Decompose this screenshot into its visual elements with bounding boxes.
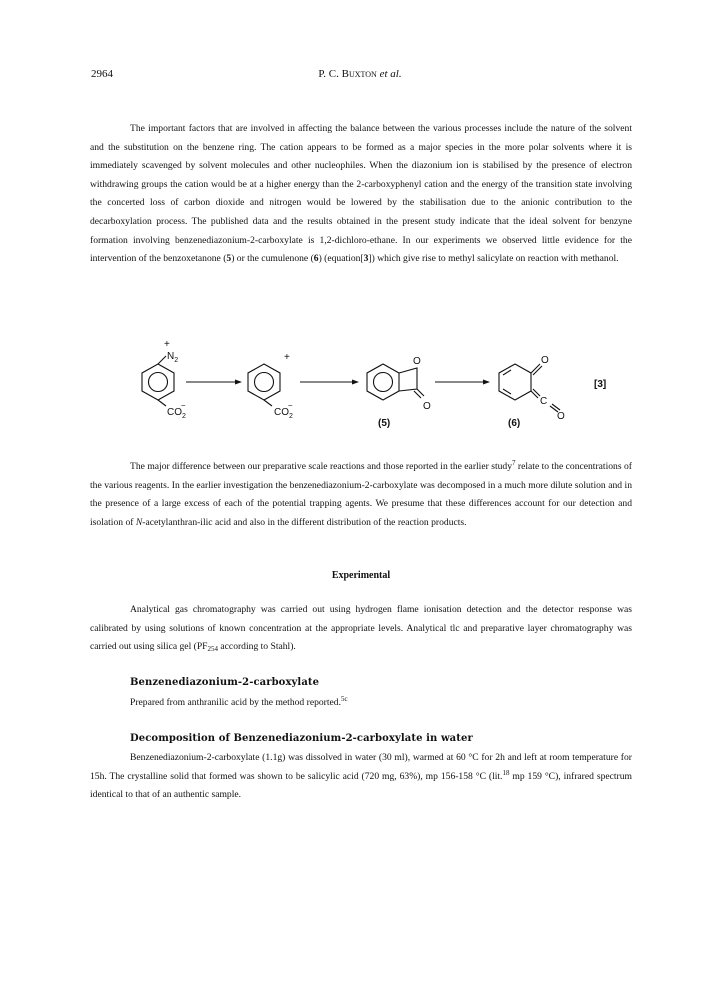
o-atom-carbonyl: O bbox=[423, 401, 431, 412]
c-atom: C bbox=[540, 396, 548, 407]
pf-subscript: 254 bbox=[207, 645, 219, 654]
ref-5: 5 bbox=[226, 253, 232, 265]
scheme-drawing bbox=[90, 338, 632, 428]
equation-label: [3] bbox=[594, 379, 607, 390]
experimental-heading: Experimental bbox=[331, 570, 391, 581]
italic-n: N bbox=[135, 516, 143, 528]
o-atom-ring: O bbox=[413, 356, 421, 367]
ref-7: 7 bbox=[512, 459, 516, 467]
para3-text-b: according to Stahl). bbox=[218, 641, 296, 653]
molecule-benzoxetanone bbox=[367, 364, 424, 400]
plus-sign-1: + bbox=[164, 339, 170, 350]
reaction-scheme bbox=[90, 338, 632, 428]
section-heading-decomposition: Decomposition of Benzenediazonium-2-carboxylate in water bbox=[130, 733, 473, 744]
co2-label-2: $CO_2-$ bbox=[274, 401, 293, 420]
o-atom-cumulene: O bbox=[557, 411, 565, 422]
plus-sign-2: + bbox=[284, 352, 290, 363]
para3-text: Analytical gas chromatography was carried out using hydrogen flame ionisation detection and the detector response was calibrated by using solutions of known concentration at the appropriate levels. Analytical tlc and preparative layer chromatography was carried out using silica gel (PF bbox=[90, 604, 632, 653]
section2-text-b: mp 159 °C), infrared spectrum identical to that of an authentic sample. bbox=[90, 770, 633, 801]
paragraph-2 bbox=[90, 458, 632, 532]
arrow-head-1 bbox=[235, 380, 242, 385]
compound-label-6: (6) bbox=[508, 418, 521, 428]
compound-label-5: (5) bbox=[378, 418, 391, 428]
molecule-cumulenone bbox=[499, 364, 560, 412]
paragraph-1 bbox=[90, 120, 632, 269]
para1-end: ]) which give rise to methyl salicylate on reaction with methanol. bbox=[368, 253, 619, 265]
ref-5c: 5c bbox=[340, 695, 348, 703]
author-initial: P. C. B bbox=[318, 68, 349, 80]
et-al: et al. bbox=[379, 68, 402, 80]
page-header bbox=[0, 68, 720, 84]
ref-eq3: 3 bbox=[363, 253, 369, 265]
running-title bbox=[0, 68, 720, 80]
section2-text: Benzenediazonium-2-carboxylate (1.1g) was dissolved in water (30 ml), warmed at 60 °C for 2h and left at room temperature for 15h. The crystalline solid that formed was shown to be salicylic acid (720 mg, 63%), mp 156-158 °C (lit. bbox=[90, 752, 632, 782]
section-heading-benzenediazonium: Benzenediazonium-2-carboxylate bbox=[130, 677, 320, 688]
para2-text-b: relate to the concentrations of the various reagents. In the earlier investigation the benzenediazonium-2-carboxylate was decomposed in a much more dilute solution and in the presence of a large excess of each of the potential trapping agents. We presume that these differences account for our detection and isolation of bbox=[90, 461, 632, 528]
author-surname: uxton bbox=[348, 68, 377, 80]
molecule-cation bbox=[248, 364, 280, 406]
arrow-head-2 bbox=[352, 380, 359, 385]
section1-body bbox=[90, 694, 632, 713]
n2-label: $N_2$ bbox=[167, 351, 179, 364]
section1-text: Prepared from anthranilic acid by the method reported. bbox=[130, 697, 341, 708]
section2-body bbox=[90, 749, 632, 805]
o-atom-ketone: O bbox=[541, 355, 549, 366]
para1-mid: ) or the cumulenone ( bbox=[231, 253, 314, 265]
paragraph-3 bbox=[90, 601, 632, 657]
ref-6: 6 bbox=[313, 253, 319, 265]
co2-label-1: $CO_2-$ bbox=[167, 401, 186, 420]
para2-text-c: -acetylanthran-ilic acid and also in the different distribution of the reaction products. bbox=[142, 516, 467, 528]
para2-text: The major difference between our preparative scale reactions and those reported in the earlier study bbox=[130, 461, 512, 472]
para1-mid2: ) (equation[ bbox=[318, 253, 364, 265]
molecule-diazonium bbox=[142, 356, 174, 406]
ref-18: 18 bbox=[502, 768, 510, 777]
para1-text: The important factors that are involved in affecting the balance between the various processes include the nature of the solvent and the substitution on the benzene ring. The cation appears to be formed as a major species in the more polar solvents where it is immediately scavenged by solvent molecules and other nucleophiles. When the diazonium ion is stabilised by the presence of electron withdrawing groups the cation would be at a higher energy than the 2-carboxyphenyl cation and the energy of the transition state involving the concerted loss of carbon dioxide and nitrogen would be lowered by the stabilisation due to the anionic contribution to the decarboxylation process. The published data and the results obtained in the present study indicate that the ideal solvent for benzyne formation involving benzenediazonium-2-carboxylate is 1,2-dichloro-ethane. In our experiments we observed little evidence for the intervention of the benzoxetanone ( bbox=[90, 123, 632, 265]
arrow-head-3 bbox=[483, 380, 490, 385]
page-number: 2964 bbox=[91, 68, 113, 80]
